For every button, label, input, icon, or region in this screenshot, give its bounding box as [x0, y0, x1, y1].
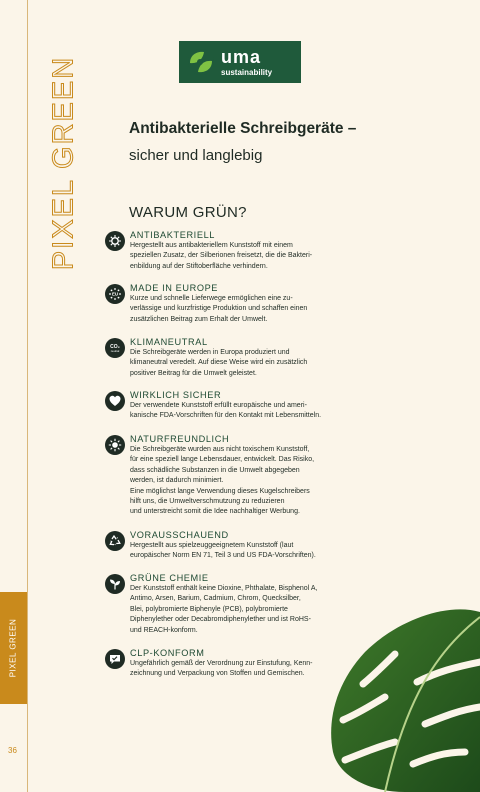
recycle-icon	[105, 531, 125, 551]
feature-title: KLIMANEUTRAL	[130, 337, 208, 347]
feature-body: Hergestellt aus spielzeuggeeignetem Kunststoff (laut europäischer Norm EN 71, Teil 3 und US FDA-Vorschriften).	[130, 542, 316, 560]
chat-icon	[105, 649, 125, 669]
uma-logo	[179, 41, 301, 83]
subheadline: sicher und langlebig	[129, 147, 263, 164]
feature-title: MADE IN EUROPE	[130, 283, 219, 293]
feature-body: Kurze und schnelle Lieferwege ermöglichen eine zu- verlässige und kurzfristige Produktion und schaffen einen zusätzlichen Beitrag zum Erhalt der Umwelt.	[130, 295, 308, 323]
page-number: 36	[8, 746, 17, 755]
logo-subtitle: sustainability	[221, 67, 273, 77]
sprout-icon	[105, 574, 125, 594]
bacteria-icon	[105, 231, 125, 251]
logo-word: uma	[221, 46, 262, 67]
co2-neutral-icon	[105, 338, 125, 358]
sun-icon	[105, 435, 125, 455]
section-title: WARUM GRÜN?	[129, 204, 247, 221]
svg-text:CO₂: CO₂	[110, 344, 120, 350]
eu-stars-icon	[105, 284, 125, 304]
side-divider	[27, 0, 28, 792]
svg-text:neutral: neutral	[110, 349, 120, 353]
feature-body: Die Schreibgeräte wurden aus nicht toxischem Kunststoff, für eine speziell lange Lebensdauer, entwickelt. Das Risiko, dass schädliche Substanzen in die Umwelt abgegeben werden, ist dadurch minimiert. Eine möglichst lange Verwendung dieses Kugelschreibers hilft uns, die Umweltverschmutzung zu reduzieren und unterstreicht somit die Idee nachhaltiger Werbung.	[130, 446, 315, 516]
feature-body: Ungefährlich gemäß der Verordnung zur Einstufung, Kenn- zeichnung und Verpackung von Stoffen und Gemischen.	[130, 660, 313, 678]
feature-title: GRÜNE CHEMIE	[130, 573, 209, 583]
feature-title: VORAUSSCHAUEND	[130, 530, 229, 540]
feature-body: Die Schreibgeräte werden in Europa produziert und klimaneutral veredelt. Auf diese Weise wird ein zusätzlich positiver Beitrag für die Umwelt geleistet.	[130, 349, 308, 377]
svg-text:EU: EU	[111, 291, 119, 297]
vertical-section-title: PIXEL GREEN	[47, 55, 80, 271]
leaf-logo-icon	[184, 45, 218, 79]
headline: Antibakterielle Schreibgeräte –	[129, 120, 357, 137]
feature-title: ANTIBAKTERIELL	[130, 230, 215, 240]
side-tab-label: PIXEL GREEN	[8, 618, 18, 678]
heart-icon	[105, 391, 125, 411]
feature-body: Der Kunststoff enthält keine Dioxine, Phthalate, Bisphenol A, Antimo, Arsen, Barium, Cadmium, Chrom, Quecksilber, Blei, polybromierte Biphenyle (PCB), polybromierte Diphenylether oder Decabromdiphenylether und ist RoHS- und REACH-konform.	[130, 585, 318, 634]
feature-title: WIRKLICH SICHER	[130, 390, 222, 400]
monstera-leaf-image	[325, 592, 480, 792]
feature-body: Der verwendete Kunststoff erfüllt europäische und ameri- kanische FDA-Vorschriften für den Kontakt mit Lebensmitteln.	[130, 402, 322, 420]
feature-body: Hergestellt aus antibakteriellem Kunststoff mit einem speziellen Zusatz, der Silberionen freisetzt, die die Bakteri- enbildung auf der Stiftoberfläche verhindern.	[130, 242, 313, 270]
feature-title: NATURFREUNDLICH	[130, 434, 230, 444]
feature-title: CLP-KONFORM	[130, 648, 205, 658]
